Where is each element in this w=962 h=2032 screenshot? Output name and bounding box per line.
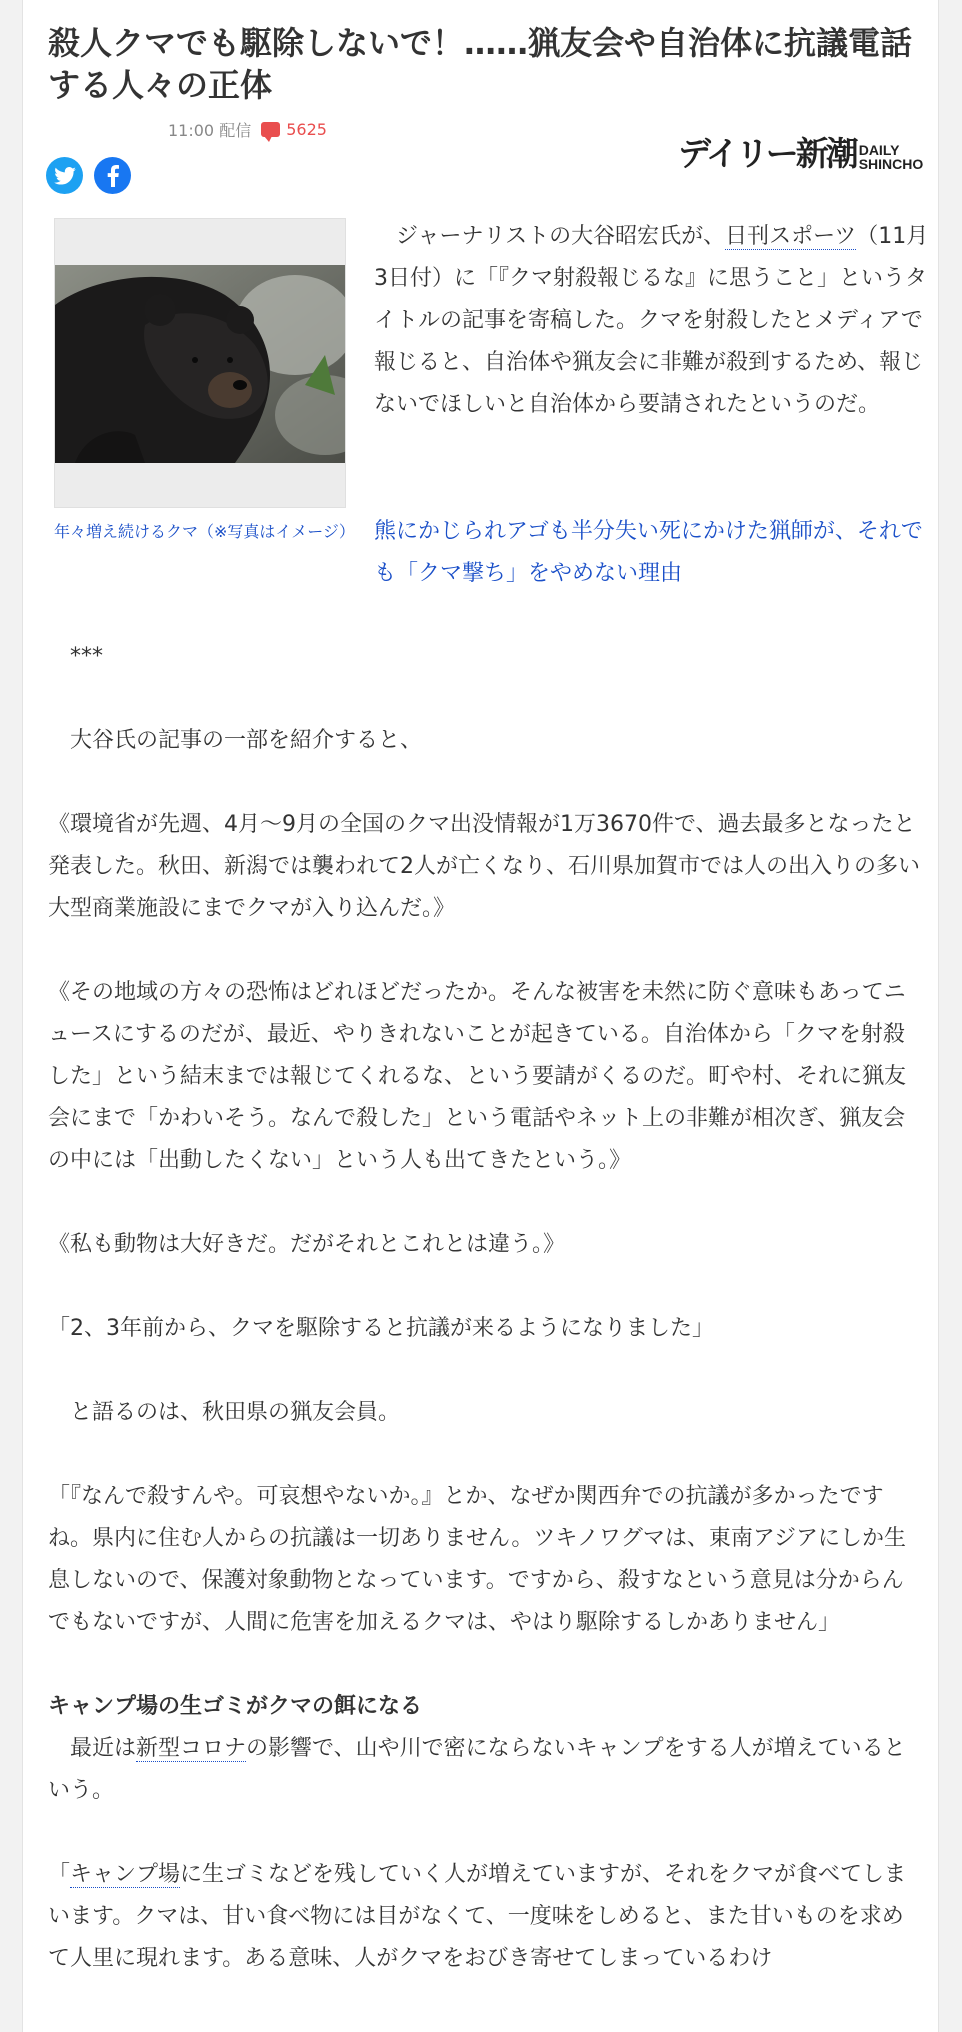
article-page bbox=[22, 0, 939, 2032]
logo-japanese bbox=[678, 128, 856, 175]
body-paragraph: 「『なんで殺すんや。可哀想やないか。』とか、なぜか関西弁での抗議が多かったですね。県内に住む人からの抗議は一切ありません。ツキノワグマは、東南アジアにしか生息しないので、保護対象動物となっています。ですから、殺すなという意見は分からんでもないですが、人間に危害を加えるクマは、やはり駆除するしかありません」 bbox=[48, 1484, 907, 1635]
separator-text: *** bbox=[48, 644, 104, 669]
article-body bbox=[48, 636, 923, 1980]
body-paragraph: 《その地域の方々の恐怖はどれほどだったか。そんな被害を未然に防ぐ意味もあってニュースにするのだが、最近、やりきれないことが起きている。自治体から「クマを射殺した」という結末までは報じてくれるな、という要請がくるのだ。町や村、それに猟友会にまで「かわいそう。なんで殺した」という電話やネット上の非難が相次ぎ、猟友会の中には「出動したくない」という人も出てきたという。》 bbox=[48, 980, 907, 1173]
publisher-logo[interactable] bbox=[678, 128, 923, 175]
article-title: 殺人クマでも駆除しないで！……猟友会や自治体に抗議電話する人々の正体 bbox=[48, 24, 913, 104]
facebook-icon bbox=[107, 165, 119, 187]
facebook-share-button[interactable] bbox=[94, 157, 131, 194]
body-paragraph: 「2、3年前から、クマを駆除すると抗議が来るようになりました」 bbox=[48, 1316, 714, 1341]
photo-caption[interactable]: 年々増え続けるクマ（※写真はイメージ） bbox=[54, 522, 355, 541]
body-paragraph bbox=[48, 1728, 923, 1812]
bear-image bbox=[55, 265, 346, 463]
publish-time: 11:00 配信 bbox=[168, 121, 252, 140]
share-buttons bbox=[46, 157, 131, 194]
intro-text-2: （11月3日付）に「『クマ射殺報じるな』に思うこと」というタイトルの記事を寄稿した。クマを射殺したとメディアで報じると、自治体や猟友会に非難が殺到するため、報じないでほしいと自治体から要請されたというのだ。 bbox=[374, 224, 929, 417]
body-paragraph bbox=[48, 1854, 923, 1980]
logo-text-2: 新潮 bbox=[795, 134, 856, 173]
logo-en-line-2: SHINCHO bbox=[858, 156, 924, 172]
body-paragraph: 《私も動物は大好きだ。だがそれとこれとは違う。》 bbox=[48, 1232, 566, 1257]
section-heading: キャンプ場の生ゴミがクマの餌になる bbox=[48, 1694, 423, 1719]
twitter-share-button[interactable] bbox=[46, 157, 83, 194]
intro-text-1: ジャーナリストの大谷昭宏氏が、 bbox=[374, 224, 726, 249]
body-paragraph: 大谷氏の記事の一部を紹介すると、 bbox=[48, 728, 423, 753]
comment-icon[interactable] bbox=[261, 122, 280, 137]
body-text: に生ゴミなどを残していく人が増えていますが、それをクマが食べてしまいます。クマは、甘い食べ物には目がなくて、一度味をしめると、また甘いものを求めて人里に現れます。ある意味、人がクマをおびき寄せてしまっているわけ bbox=[48, 1862, 907, 1971]
comment-count[interactable]: 5625 bbox=[286, 120, 327, 139]
twitter-icon bbox=[54, 167, 76, 185]
bear-photo[interactable] bbox=[54, 218, 346, 508]
logo-english bbox=[859, 143, 924, 175]
intro-paragraph bbox=[374, 216, 934, 426]
related-article-link[interactable]: 熊にかじられアゴも半分失い死にかけた猟師が、それでも「クマ撃ち」をやめない理由 bbox=[374, 519, 923, 586]
campsite-link[interactable]: キャンプ場 bbox=[70, 1862, 181, 1887]
body-text: 「 bbox=[48, 1862, 71, 1887]
logo-text-1: デイリー bbox=[678, 134, 796, 173]
body-paragraph: と語るのは、秋田県の猟友会員。 bbox=[48, 1400, 401, 1425]
body-paragraph: 《環境省が先週、4月～9月の全国のクマ出没情報が1万3670件で、過去最多となったと発表した。秋田、新潟では襲われて2人が亡くなり、石川県加賀市では人の出入りの多い大型商業施設にまでクマが入り込んだ。》 bbox=[48, 812, 920, 921]
body-text: の影響で、山や川で密にならないキャンプをする人が増えているという。 bbox=[48, 1736, 906, 1803]
body-text: 最近は bbox=[48, 1736, 137, 1761]
nikkan-sports-link[interactable]: 日刊スポーツ bbox=[725, 224, 857, 249]
logo-en-line-1: DAILY bbox=[858, 142, 900, 158]
article-meta bbox=[168, 118, 327, 141]
covid-link[interactable]: 新型コロナ bbox=[136, 1736, 247, 1761]
